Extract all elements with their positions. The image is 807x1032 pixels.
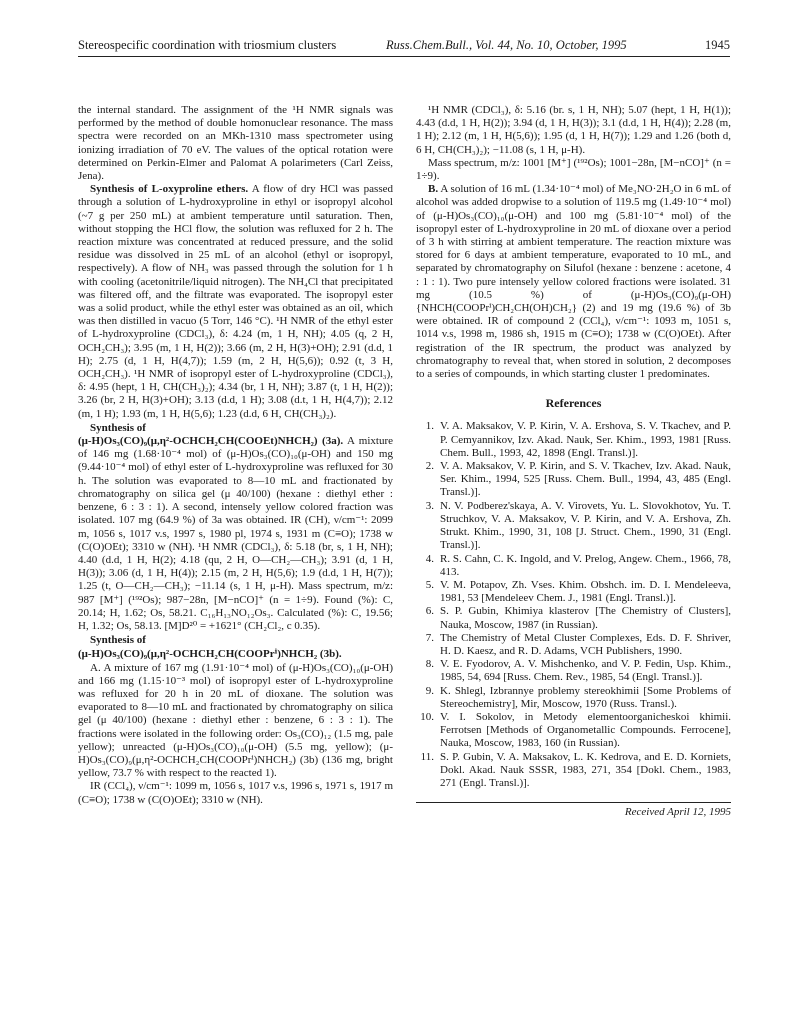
reference-item: 7. The Chemistry of Metal Cluster Complexes, Eds. D. F. Shriver, H. D. Kaesz, and R. D. Adams, VCH Publishers, 1990.: [425, 631, 731, 657]
reference-item: 11. S. P. Gubin, V. A. Maksakov, L. K. Kedrova, and E. D. Korniets, Dokl. Akad. Nauk SSSR, 1983, 271, 354 [Dokl. Chem., 1983, 271 (Engl. Transl.)].: [420, 750, 731, 789]
received-date: Received April 12, 1995: [416, 802, 731, 819]
right-column: [416, 104, 731, 819]
synthesis-3a-heading: (μ-H)Os₃(CO)₉(μ,η²-OCHCH₂CH(COOEt)NHCH₂) (3a).: [78, 435, 344, 448]
mass-spectrum-3b-text: Mass spectrum, m/z: 1001 [M⁺] (¹⁹²Os); 1001−28n, [M−nCO]⁺ (n = 1÷9).: [416, 156, 731, 183]
synthesis-3a-paragraph: [78, 435, 393, 633]
synthesis-3b-heading: (μ-H)Os₃(CO)₉(μ,η²-OCHCH₂CH(COOPrⁱ)NHCH₂ (3b).: [78, 648, 342, 661]
nmr-3b-text: ¹H NMR (CDCl₃), δ: 5.16 (br. s, 1 H, NH); 5.07 (hept, 1 H, H(1)); 4.43 (d.d, 1 H, H(2)); 3.94 (d, 1 H, H(3)); 3.1 (d.d, 1 H, H(4)); 2.28 (m, 1 H); 2.12 (m, 1 H, H(5,6)); 1.95 (d, 1 H, H(7)); 1.29 and 1.26 (both d, 6 H, CH(CH₃)₂); −11.08 (s, 1 H, μ-H).: [416, 104, 731, 156]
running-header: [78, 36, 730, 57]
reference-list: [416, 420, 731, 790]
reference-item: 6. S. P. Gubin, Khimiya klasterov [The Chemistry of Clusters], Nauka, Moscow, 1987 (in Russian).: [425, 605, 731, 631]
references-heading: References: [545, 396, 602, 411]
journal-citation: Russ.Chem.Bull., Vol. 44, No. 10, October, 1995: [386, 38, 627, 52]
reference-item: 5. V. M. Potapov, Zh. Vses. Khim. Obshch. im. D. I. Mendeleeva, 1981, 53 [Mendeleev Chem. J., 1981 (Engl. Transl.)].: [425, 578, 731, 605]
synthesis-3b-text: A. A mixture of 167 mg (1.91·10⁻⁴ mol) of (μ-H)Os₃(CO)₁₀(μ-OH) and 166 mg (1.15·10⁻³ mol) of isopropyl ester of L-hydroxyproline was refluxed for 20 h in 20 mL of dioxane. The solution was evaporated to 8—10 mL and fractionated by chromatography on silica gel (μ 40/100) (hexane : diethyl ether : benzene, 6 : 3 : 1). The fractions were isolated in the following order: Os₃(CO)₁₂ (1.5 mg, pale yellow); unreacted (μ-H)Os₃(CO)₁₀(μ-OH) (5.5 mg, yellow); (μ-H)Os₃(CO)₉(μ,η²-OCHCH₂CH(COOPrⁱ)NHCH₂) (3b) (136 mg, bright yellow, 73.7 % with respect to the reacted 1).: [78, 661, 393, 780]
reference-item: 8. V. E. Fyodorov, A. V. Mishchenko, and V. P. Fedin, Usp. Khim., 1985, 54, 694 [Russ. Chem. Rev., 1985, 54 (Engl. Transl.)].: [425, 658, 731, 684]
oxyproline-ethers-paragraph: [78, 183, 393, 421]
ir-3b-text: IR (CCl₄), ν/cm⁻¹: 1099 m, 1056 s, 1017 v.s, 1996 s, 1971 s, 1917 m (C≡O); 1738 w (C(O)OEt); 3310 w (NH).: [78, 780, 393, 806]
reference-item: 9. K. Shlegl, Izbrannye problemy stereokhimii [Some Problems of Stereochemistry], Mir, Moscow, 1970 (Russ. Transl.).: [425, 684, 731, 710]
reference-item: 1. V. A. Maksakov, V. P. Kirin, V. A. Ershova, S. V. Tkachev, and P. P. Cemyannikov, Izv. Akad. Nauk, Ser. Khim., 1993, 1981 [Russ. Chem. Bull., 1993, 42, 1898 (Engl. Transl.)].: [425, 420, 731, 459]
oxyproline-ethers-heading: Synthesis of L-oxyproline ethers.: [90, 183, 249, 196]
reference-item: 3. N. V. Podberez'skaya, A. V. Virovets, Yu. L. Slovokhotov, Yu. T. Struchkov, V. A. Maksakov, V. P. Kirin, and V. A. Ershova, Zh. Strukt. Khim., 1990, 31, 108 [J. Struct. Chem., 1990, 31 (Engl. Transl.)].: [425, 499, 731, 552]
method-b-text: A solution of 16 mL (1.34·10⁻⁴ mol) of Me₃NO·2H₂O in 6 mL of alcohol was added dropwise to a solution of 119.5 mg (1.49·10⁻⁴ mol) of (μ-H)Os₃(CO)₁₀(μ-OH) and 100 mg (5.81·10⁻⁴ mol) of the isopropyl ester of L-hydroxyproline in 20 mL of dioxane over a period of 3 h with stirring at ambient temperature. The reaction mixture was stored for 6 days at ambient temperature, evaporated to 10 mL, and separated by chromatography on Silufol (hexane : benzene : acetone, 4 : 1 : 1). Two pure intensely yellow colored fractions were isolated. 31 mg (10.5 %) of (μ-H)Os₃(CO)₉(μ-OH) {NHCH(COOPrⁱ)CH₂CH(OH)CH₂} (2) and 19 mg (19.6 %) of 3b were obtained. IR of compound 2 (CCl₄), ν/cm⁻¹: 1093 m, 1051 s, 1014 v.s, 1998 m, 1986 sh, 1915 m (C≡O); 1738 w (C(O)OEt). After registration of the IR spectrum, the product was analyzed by chromatography to reveal that, when stored in solution, 2 decomposes to a series of compounds, in which starting cluster 1 predominates.: [416, 183, 731, 381]
running-title: Stereospecific coordination with triosmium clusters: [78, 38, 337, 52]
page-number: 1945: [705, 38, 730, 52]
synthesis-3b-heading-line1: Synthesis of: [90, 634, 146, 647]
reference-item: 10. V. I. Sokolov, in Metody elementoorganicheskoi khimii. Ferrotsen [Methods of Organometallic Compounds. Ferrocene], Nauka, Moscow, 1983, 160 (in Russian).: [420, 710, 731, 750]
synthesis-3a-text: A mixture of 146 mg (1.68·10⁻⁴ mol) of (μ-H)Os₃(CO)₁₀(μ-OH) and 150 mg (9.44·10⁻⁴ mol) of ethyl ester of L-hydroxyproline was refluxed for 30 h. The solution was evaporated to 8—10 mL and fractionated by chromatography on silica gel (μ 40/100) (hexane : diethyl ether : benzene, 6 : 3 : 1). A second, intensely yellow colored fraction was isolated. 107 mg (64.9 %) of 3a was obtained. IR (CH), ν/cm⁻¹: 2099 m, 1056 s, 1017 v.s, 1997 s, 1980 pl, 1974 s, 1931 m (C≡O); 1738 w (C(O)OEt); 3310 w (NH). ¹H NMR (CDCl₃), δ: 5.18 (br, s, 1 H, NH); 4.40 (d.d, 1 H, H(2); 4.18 (qu, 2 H, O—CH₂—CH₃); 3.91 (d, 1 H, H(3)); 3.06 (d, 1 H, H(4)); 2.15 (m, 2 H, H(5,6); 1.9 (d.d, 1 H, H(7)); 1.25 (t, O—CH₂—CH₃); −11.14 (s, 1 H, μ-H). Mass spectrum, m/z: 987 [M⁺] (¹⁹²Os); 987−28n, [M−nCO]⁺ (n = 1÷9). Found (%): C, 20.14; H, 1.62; Os, 58.21. C₁₆H₁₃NO₁₂Os₃. Calculated (%): C, 19.56; H, 1.32; Os, 58.13. [M]D²⁰ = +1621° (CH₂Cl₂, c 0.35).: [78, 435, 393, 632]
method-b-paragraph: [416, 183, 731, 381]
reference-item: 4. R. S. Cahn, C. K. Ingold, and V. Prelog, Angew. Chem., 1966, 78, 413.: [425, 552, 731, 578]
synthesis-3a-heading-line1: Synthesis of: [90, 421, 146, 434]
left-column: [78, 104, 393, 807]
method-b-label: B.: [428, 183, 439, 196]
reference-item: 2. V. A. Maksakov, V. P. Kirin, and S. V. Tkachev, Izv. Akad. Nauk, Ser. Khim., 1994, 525 [Russ. Chem. Bull., 1994, 43, 485 (Engl. Transl.)].: [425, 460, 731, 499]
oxyproline-ethers-text: A flow of dry HCl was passed through a solution of L-hydroxyproline in ethyl or isopropyl alcohol (~7 g per 250 mL) at ambient temperature until saturation. Then, without stopping the HCl flow, the solution was refluxed for 2 h. The reaction mixture was concentrated at reduced pressure, and the solid residue was dissolved in 25 mL of an alcohol (ethyl or isopropyl, respectively). A flow of NH₃ was passed through the solution for 1 h with cooling (acetonitrile/liquid nitrogen). The NH₄Cl that precipitated was filtered off, and the filtrate was evaporated. The isopropyl ester was a solid product, while the ethyl ester was obtained as an oil, which was then distilled in vacuo (5 Torr, 146 °C). ¹H NMR of the ethyl ester of L-hydroxyproline (CDCl₃), δ: 4.24 (m, 1 H, NH); 4.05 (q, 2 H, OCH₂CH₃); 3.95 (m, 1 H, H(2)); 3.66 (m, 2 H, H(3)+OH); 2.91 (d.d, 1 H); 2.75 (d, 1 H, H(4,7)); 1.59 (m, 2 H, H(5,6)); 0.92 (t, 3 H, OCH₂CH₃). ¹H NMR of isopropyl ester of L-hydroxyproline (CDCl₃), δ: 4.95 (hept, 1 H, CH(CH₃)₂); 4.34 (br, 1 H, NH); 3.87 (t, 1 H, H(2)); 3.26 (br, 2 H, H(3)+OH); 3.13 (d.d, 1 H); 3.08 (d.t, 1 H, H(4,7)); 2.12 (m, 1 H); 1.93 (m, 1 H, H(5,6); 1.23 (d.d, 6 H, CH(CH₃)₂).: [78, 183, 393, 420]
experimental-intro: the internal standard. The assignment of the ¹H NMR signals was performed by the method of double homonuclear resonance. The mass spectra were recorded on an MKh-1310 mass spectrometer using ionizing irradiation of 70 eV. The values of the optical rotation were determined on Perkin-Elmer and Palomat A polarimeters (Carl Zeiss, Jena).: [78, 104, 393, 183]
